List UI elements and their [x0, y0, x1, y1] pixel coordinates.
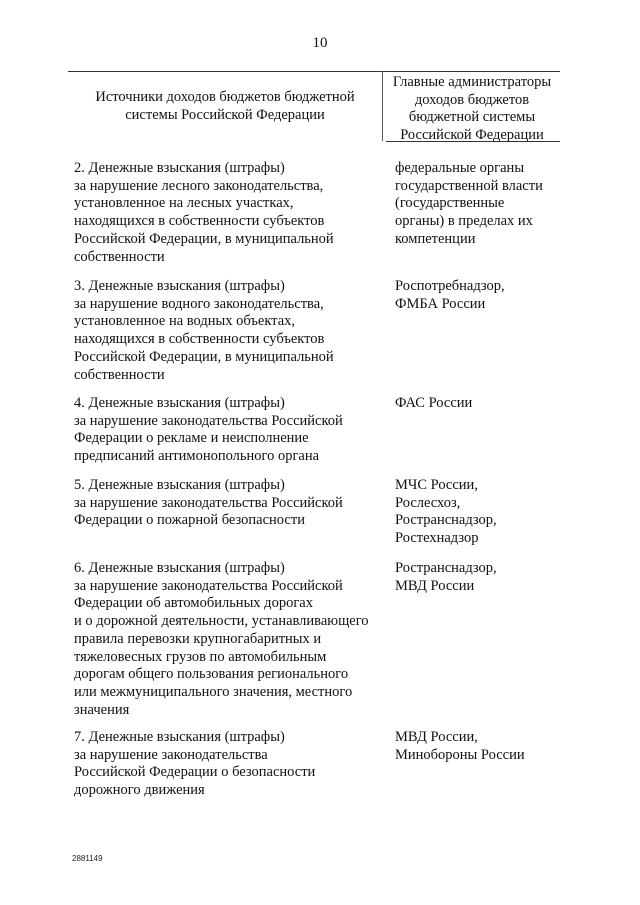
- header-sources-text: Источники доходов бюджетов бюджетной системы Российской Федерации: [95, 89, 355, 123]
- row-source: 5. Денежные взыскания (штрафы) за нарушение законодательства Российской Федерации о пожарной безопасности: [74, 477, 343, 529]
- header-administrators: Главные администраторы доходов бюджетов бюджетной системы Российской Федерации: [392, 74, 552, 143]
- row-source: 4. Денежные взыскания (штрафы) за нарушение законодательства Российской Федерации о рекламе и неисполнение предписаний антимонопольного органа: [74, 395, 343, 465]
- page-number: 10: [312, 35, 328, 51]
- row-source: 7. Денежные взыскания (штрафы) за нарушение законодательства Российской Федерации о безопасности дорожного движения: [74, 729, 316, 799]
- row-administrator: ФАС России: [395, 395, 473, 411]
- row-administrator: федеральные органы государственной власти (государственные органы) в пределах их компетенции: [395, 160, 543, 247]
- header-sources: [68, 71, 382, 141]
- row-source: 2. Денежные взыскания (штрафы) за нарушение лесного законодательства, установленное на лесных участках, находящихся в собственности субъектов Российской Федерации, в муниципальной собственности: [74, 160, 334, 265]
- row-administrator: Роспотребнадзор, ФМБА России: [395, 278, 505, 312]
- row-administrator: МВД России, Минобороны России: [395, 729, 525, 763]
- row-administrator: Ространснадзор, МВД России: [395, 560, 497, 594]
- document-code: 2881149: [72, 854, 103, 863]
- row-source: 3. Денежные взыскания (штрафы) за нарушение водного законодательства, установленное на водных объектах, находящихся в собственности субъектов Российской Федерации, в муниципальной собственности: [74, 278, 334, 383]
- row-administrator: МЧС России, Рослесхоз, Ространснадзор, Ростехнадзор: [395, 477, 497, 547]
- row-source: 6. Денежные взыскания (штрафы) за нарушение законодательства Российской Федерации об автомобильных дорогах и о дорожной деятельности, устанавливающего правила перевозки крупногабаритных и тяжеловесных грузов по автомобильным дорогам общего пользования регионального или межмуниципального значения, местного значения: [74, 560, 369, 718]
- header-column-divider: [382, 71, 383, 141]
